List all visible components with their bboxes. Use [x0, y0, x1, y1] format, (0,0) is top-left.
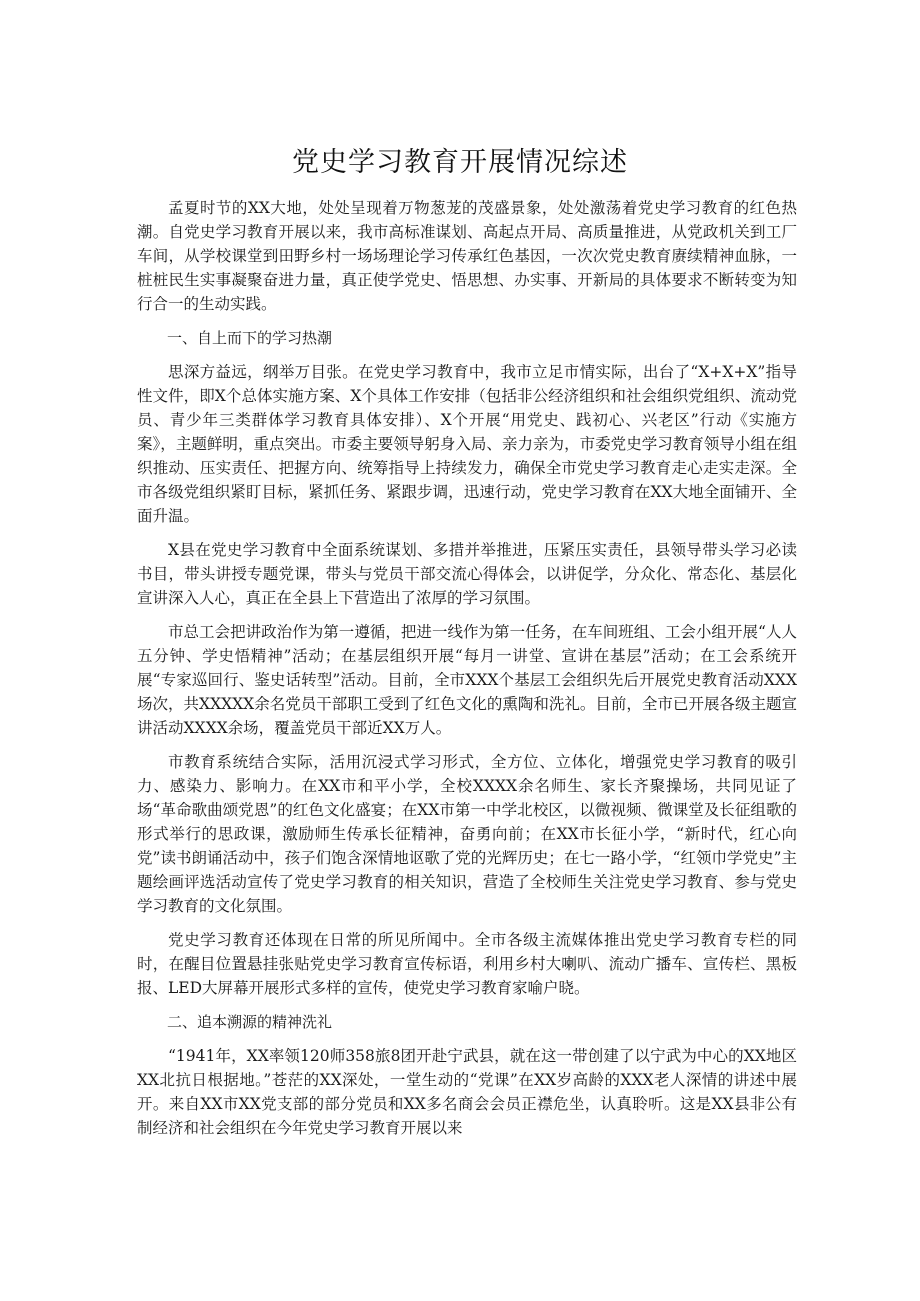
paragraph-intro: 孟夏时节的XX大地，处处呈现着万物葱茏的茂盛景象，处处激荡着党史学习教育的红色热潮。自党史学习教育开展以来，我市高标准谋划、高起点开局、高质量推进，从党政机关到工厂车间，从学校课堂到田野乡村一场场理论学习传承红色基因，一次次党史教育赓续精神血脉，一桩桩民生实事凝聚奋进力量，真正使学党史、悟思想、办实事、开新局的具体要求不断转变为知行合一的生动实践。 — [137, 199, 797, 313]
paragraph-history: “1941年，XX率领120师358旅8团开赴宁武县，就在这一带创建了以宁武为中心的XX地区XX北抗日根据地。”苍茫的XX深处，一堂生动的“党课”在XX岁高龄的XXX老人深情的讲述中展开。来自XX市XX党支部的部分党员和XX多名商会会员正襟危坐，认真聆听。这是XX县非公有制经济和社会组织在今年党史学习教育开展以来 — [137, 1047, 797, 1137]
section-heading-2: 二、追本溯源的精神洗礼 — [167, 1013, 333, 1031]
paragraph-trade-union: 市总工会把讲政治作为第一遵循，把进一线作为第一任务，在车间班组、工会小组开展“人人五分钟、学史悟精神”活动；在基层组织开展“每月一讲堂、宣讲在基层”活动；在工会系统开展“专家巡回行、鉴史话转型”活动。目前，全市XXX个基层工会组织先后开展党史教育活动XXX场次，共XXXXX余名党员干部职工受到了红色文化的熏陶和洗礼。目前，全市已开展各级主题宣讲活动XXXX余场，覆盖党员干部近XX万人。 — [137, 623, 797, 737]
paragraph-media: 党史学习教育还体现在日常的所见所闻中。全市各级主流媒体推出党史学习教育专栏的同时，在醒目位置悬挂张贴党史学习教育宣传标语，利用乡村大喇叭、流动广播车、宣传栏、黑板报、LED大屏幕开展形式多样的宣传，使党史学习教育家喻户晓。 — [137, 931, 797, 997]
document-title: 党史学习教育开展情况综述 — [292, 147, 628, 178]
paragraph-county: X县在党史学习教育中全面系统谋划、多措并举推进，压紧压实责任，县领导带头学习必读书目，带头讲授专题党课，带头与党员干部交流心得体会，以讲促学，分众化、常态化、基层化宣讲深入人心，真正在全县上下营造出了浓厚的学习氛围。 — [137, 541, 797, 607]
section-heading-1: 一、自上而下的学习热潮 — [167, 329, 333, 347]
paragraph-education: 市教育系统结合实际，活用沉浸式学习形式，全方位、立体化，增强党史学习教育的吸引力、感染力、影响力。在XX市和平小学，全校XXXX余名师生、家长齐聚操场，共同见证了场“革命歌曲颂党恩”的红色文化盛宴；在XX市第一中学北校区，以微视频、微课堂及长征组歌的形式举行的思政课，激励师生传承长征精神，奋勇向前；在XX市长征小学，“新时代，红心向党”读书朗诵活动中，孩子们饱含深情地讴歌了党的光辉历史；在七一路小学，“红领巾学党史”主题绘画评选活动宣传了党史学习教育的相关知识，营造了全校师生关注党史学习教育、参与党史学习教育的文化氛围。 — [137, 753, 797, 915]
paragraph-policy: 思深方益远，纲举万目张。在党史学习教育中，我市立足市情实际，出台了“X+X+X”指导性文件，即X个总体实施方案、X个具体工作安排（包括非公经济组织和社会组织党组织、流动党员、青少年三类群体学习教育具体安排）、X个开展“用党史、践初心、兴老区”行动《实施方案》，主题鲜明，重点突出。市委主要领导躬身入局、亲力亲为，市委党史学习教育领导小组在组织推动、压实责任、把握方向、统筹指导上持续发力，确保全市党史学习教育走心走实走深。全市各级党组织紧盯目标，紧抓任务、紧跟步调，迅速行动，党史学习教育在XX大地全面铺开、全面升温。 — [137, 363, 797, 525]
document-body — [137, 196, 797, 1140]
